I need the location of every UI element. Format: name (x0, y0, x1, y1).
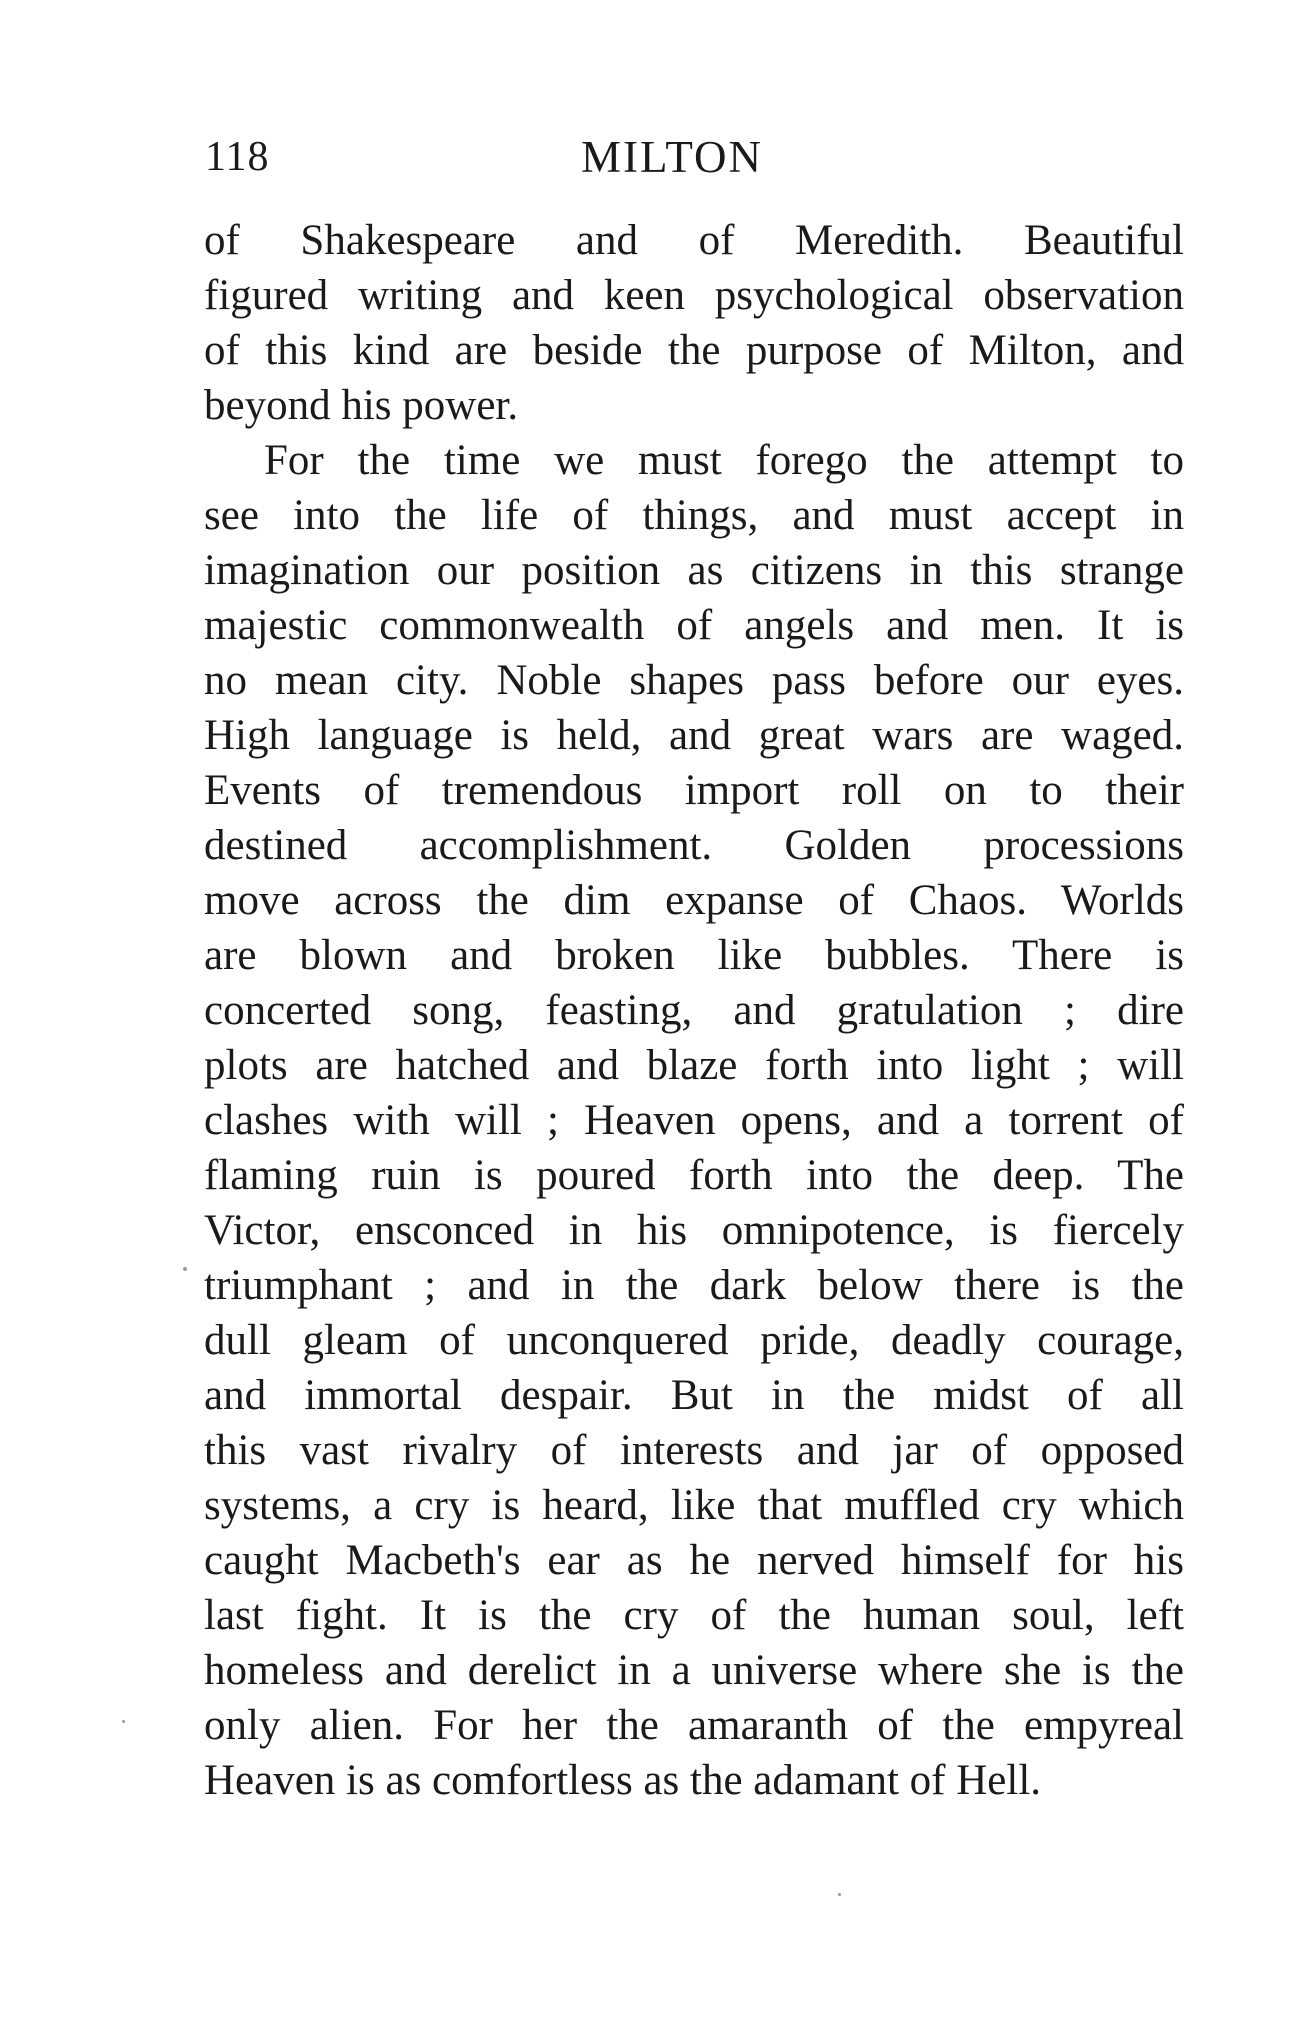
text-line: destined accomplishment. Golden processions (204, 822, 1184, 869)
text-line: concerted song, feasting, and gratulation ; dire (204, 987, 1184, 1034)
paragraph-1 (204, 213, 1184, 433)
text-line: triumphant ; and in the dark below there is the (204, 1262, 1184, 1309)
text-line: beyond his power. (204, 382, 519, 429)
text-line: systems, a cry is heard, like that muffled cry which (204, 1482, 1184, 1529)
page-number: 118 (205, 134, 270, 180)
text-line: and immortal despair. But in the midst of all (204, 1372, 1184, 1419)
text-line: High language is held, and great wars are waged. (204, 712, 1184, 759)
text-line: this vast rivalry of interests and jar of opposed (204, 1427, 1184, 1474)
text-line: no mean city. Noble shapes pass before our eyes. (204, 657, 1184, 704)
text-line: are blown and broken like bubbles. There is (204, 932, 1184, 979)
text-line: dull gleam of unconquered pride, deadly courage, (204, 1317, 1184, 1364)
text-line: plots are hatched and blaze forth into light ; will (204, 1042, 1184, 1089)
text-line: Events of tremendous import roll on to their (204, 767, 1184, 814)
text-line: flaming ruin is poured forth into the deep. The (204, 1152, 1184, 1199)
paragraph-2 (204, 433, 1184, 1808)
paper-speck (122, 1720, 125, 1723)
text-line: of Shakespeare and of Meredith. Beautiful (204, 217, 1184, 264)
text-line: figured writing and keen psychological observation (204, 272, 1184, 319)
text-line: of this kind are beside the purpose of Milton, and (204, 327, 1184, 374)
text-line: majestic commonwealth of angels and men. It is (204, 602, 1184, 649)
running-title: MILTON (581, 132, 764, 182)
text-line: Heaven is as comfortless as the adamant of Hell. (204, 1757, 1042, 1804)
text-line: imagination our position as citizens in this strange (204, 547, 1184, 594)
running-head (205, 127, 1180, 187)
text-line: move across the dim expanse of Chaos. Worlds (204, 877, 1184, 924)
text-line: see into the life of things, and must accept in (204, 492, 1184, 539)
text-line: caught Macbeth's ear as he nerved himself for his (204, 1537, 1184, 1584)
text-line: Victor, ensconced in his omnipotence, is fiercely (204, 1207, 1184, 1254)
paper-speck (838, 1893, 841, 1896)
paper-speck (183, 1267, 187, 1271)
text-line: For the time we must forego the attempt to (264, 437, 1184, 484)
body-text (204, 213, 1184, 1808)
text-line: last fight. It is the cry of the human soul, left (204, 1592, 1184, 1639)
text-line: clashes with will ; Heaven opens, and a torrent of (204, 1097, 1184, 1144)
text-line: only alien. For her the amaranth of the empyreal (204, 1702, 1184, 1749)
text-line: homeless and derelict in a universe where she is the (204, 1647, 1184, 1694)
